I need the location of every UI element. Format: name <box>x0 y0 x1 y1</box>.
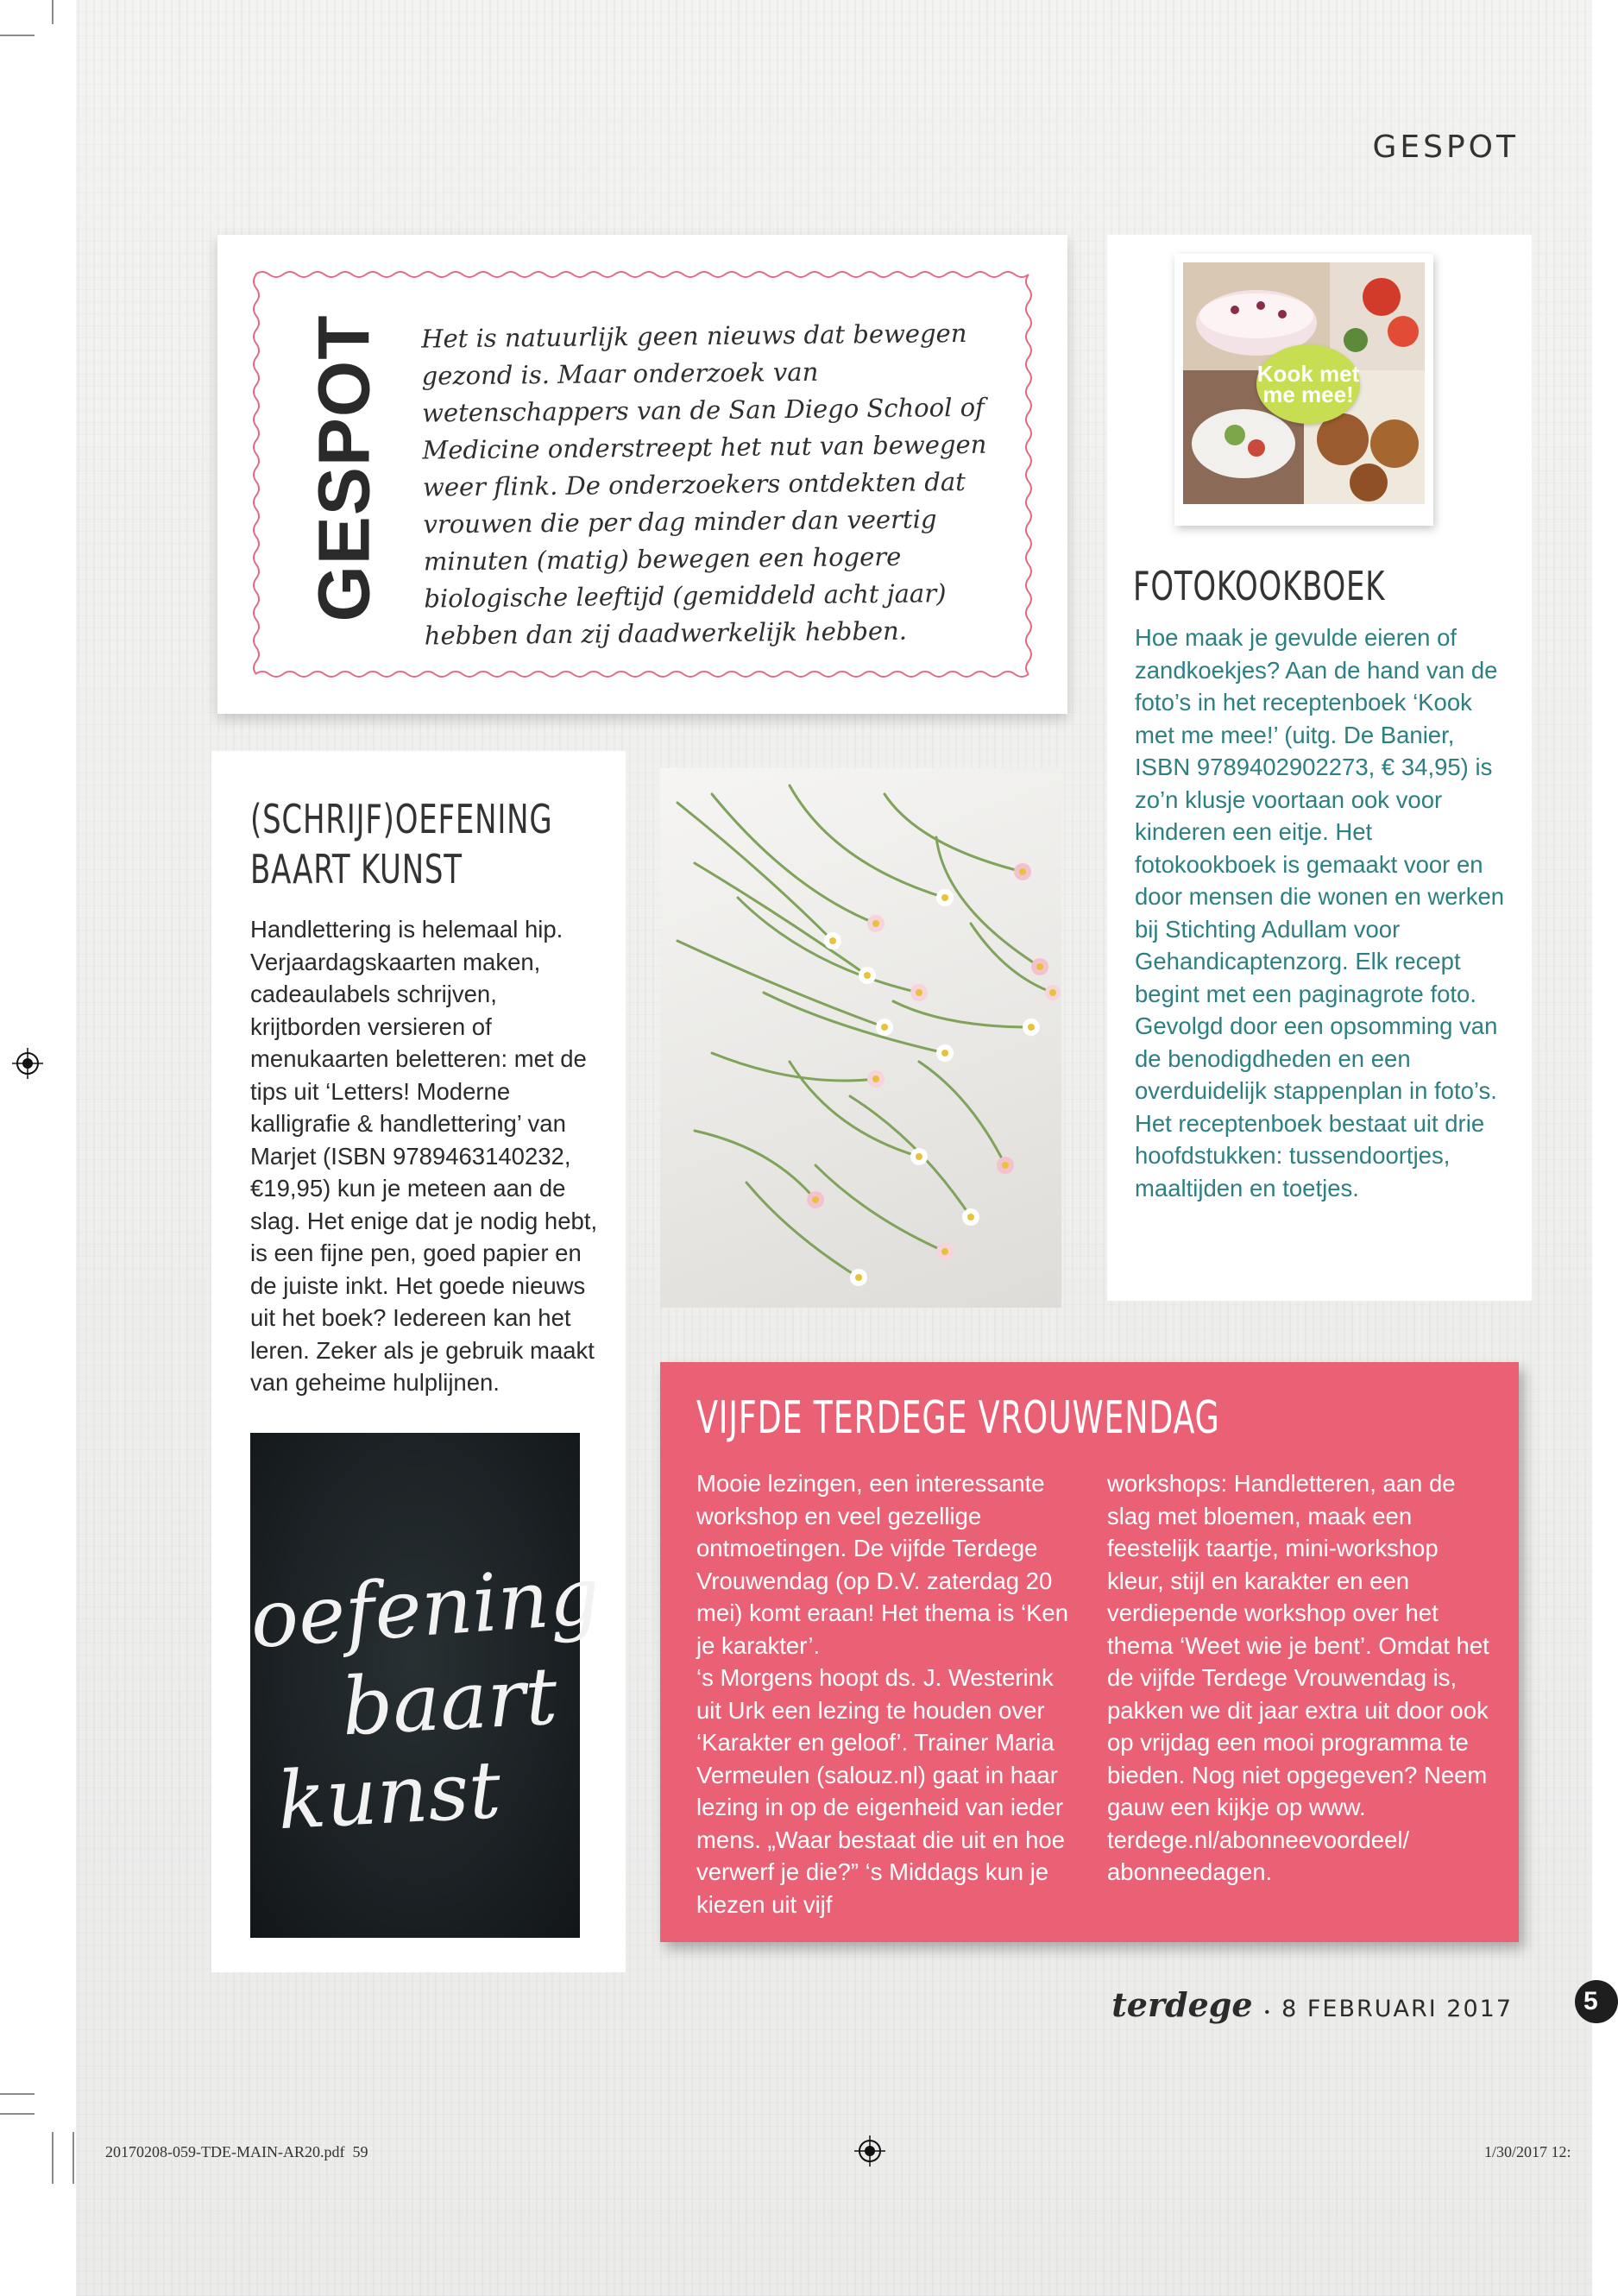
daisy-flowers-photo <box>660 768 1061 1308</box>
issue-date: 8 FEBRUARI 2017 <box>1281 1996 1513 2022</box>
chalkboard-lettering-image <box>247 1433 603 1938</box>
cover-photo <box>1183 262 1425 504</box>
slug-timestamp: 1/30/2017 12: <box>1484 2143 1571 2160</box>
crop-mark <box>0 35 35 36</box>
gespot-body-text: Het is natuurlijk geen nieuws dat bewegen gezond is. Maar onderzoek van wetenschappers van de San Diego School of Medicine onderstreept het nut van bewegen weer flink. De onderzoekers ontdekten dat vrouwen die per dag minder dan veertig minuten (matig) bewegen een hogere biologische leeftijd (gemiddeld acht jaar) hebben dan zij daadwerkelijk hebben. <box>421 318 987 651</box>
cookbook-cover-image <box>1174 254 1433 526</box>
page-number: 5 <box>1575 1980 1618 2023</box>
chalk-word-1: oefening <box>247 1549 603 1667</box>
crop-mark <box>52 2132 54 2184</box>
registration-mark-icon <box>854 2135 885 2167</box>
terdege-logo: terdege <box>1111 1985 1253 2024</box>
letters-body-text: Handlettering is helemaal hip. Verjaardagskaarten maken, cadeaulabels schrijven, krijtborden versieren of menukaarten beletteren: met de tips uit ‘Letters! Moderne kalligrafie & handlettering’ van Marjet (ISBN 9789463140232, €19,95) kun je meteen aan de slag. Het enige dat je nodig hebt, is een fijne pen, goed papier en de juiste inkt. Het goede nieuws uit het boek? Iedereen kan het leren. Zeker als je gebruik maakt van geheime hulplijnen. <box>250 916 598 1396</box>
cover-title-badge: Kook met me mee! <box>1256 344 1360 424</box>
letters-heading <box>250 794 552 894</box>
vrouwendag-text-col1: Mooie lezingen, een interessante workshop en veel gezellige ontmoetingen. De vijfde Terdege Vrouwendag (op D.V. zaterdag 20 mei) komt eraan! Het thema is ‘Ken je karakter’. ‘s Morgens hoopt ds. J. Westerink uit Urk een lezing te houden over ‘Karakter en geloof’. Trainer Maria Vermeulen (salouz.nl) gaat in haar lezing in op de eigenheid van ieder mens. „Waar bestaat die uit en hoe verwerf je die?” ‘s Middags kun je kiezen uit vijf <box>696 1470 1069 1918</box>
crop-mark <box>52 0 54 24</box>
vrouwendag-box <box>660 1362 1519 1942</box>
gespot-vertical-title: GESPOT <box>303 313 385 622</box>
vrouwendag-text-col2: workshops: Handletteren, aan de slag met bloemen, maak een feestelijk taartje, mini-workshop kleur, stijl en karakter en een verdiepende workshop over het thema ‘Weet wie je bent’. Omdat het de vijfde Terdege Vrouwendag is, pakken we dit jaar extra uit door ook op vrijdag een mooi programma te bieden. Nog niet opgegeven? Neem gauw een kijkje op www. terdege.nl/abonneevoordeel/ abonneedagen. <box>1107 1470 1489 1885</box>
cookbook-card <box>1107 235 1532 1301</box>
gespot-box <box>217 235 1067 714</box>
crop-mark <box>72 2132 74 2184</box>
vrouwendag-heading: VIJFDE TERDEGE VROUWENDAG <box>696 1392 1220 1444</box>
chalk-word-2: baart <box>339 1649 560 1754</box>
footer-bullet: • <box>1264 2005 1270 2020</box>
daisy-illustration <box>660 768 1061 1308</box>
cookbook-body-text: Hoe maak je gevulde eieren of zandkoekjes? Aan de hand van de foto’s in het receptenboek ‘Kook met me mee!’ (uitg. De Banier, ISBN 9789402902273, € 34,95) is zo’n klusje voortaan ook voor kinderen een eitje. Het fotokookboek is gemaakt voor en door mensen die wonen en werken bij Stichting Adullam voor Gehandicaptenzorg. Elk recept begint met een paginagrote foto. Gevolgd door een opsomming van de benodigdheden en een overduidelijk stappenplan in foto’s. Het receptenboek bestaat uit drie hoofdstukken: tussendoortjes, maaltijden en toetjes. <box>1135 624 1505 1202</box>
slug-filename: 20170208-059-TDE-MAIN-AR20.pdf 59 <box>105 2143 368 2160</box>
crop-mark <box>0 2093 35 2095</box>
cookbook-heading: FOTOKOOKBOEK <box>1133 563 1386 609</box>
crop-mark <box>0 2113 35 2115</box>
section-tag: GESPOT <box>1372 129 1519 165</box>
letters-heading-line1: (SCHRIJF)OEFENING <box>250 796 553 842</box>
letters-card <box>211 751 626 1972</box>
crop-margin <box>0 0 76 2296</box>
page-footer <box>1111 1985 1513 2024</box>
chalk-word-3: kunst <box>275 1743 503 1848</box>
registration-mark-icon <box>12 1048 43 1079</box>
letters-heading-line2: BAART KUNST <box>250 846 463 893</box>
